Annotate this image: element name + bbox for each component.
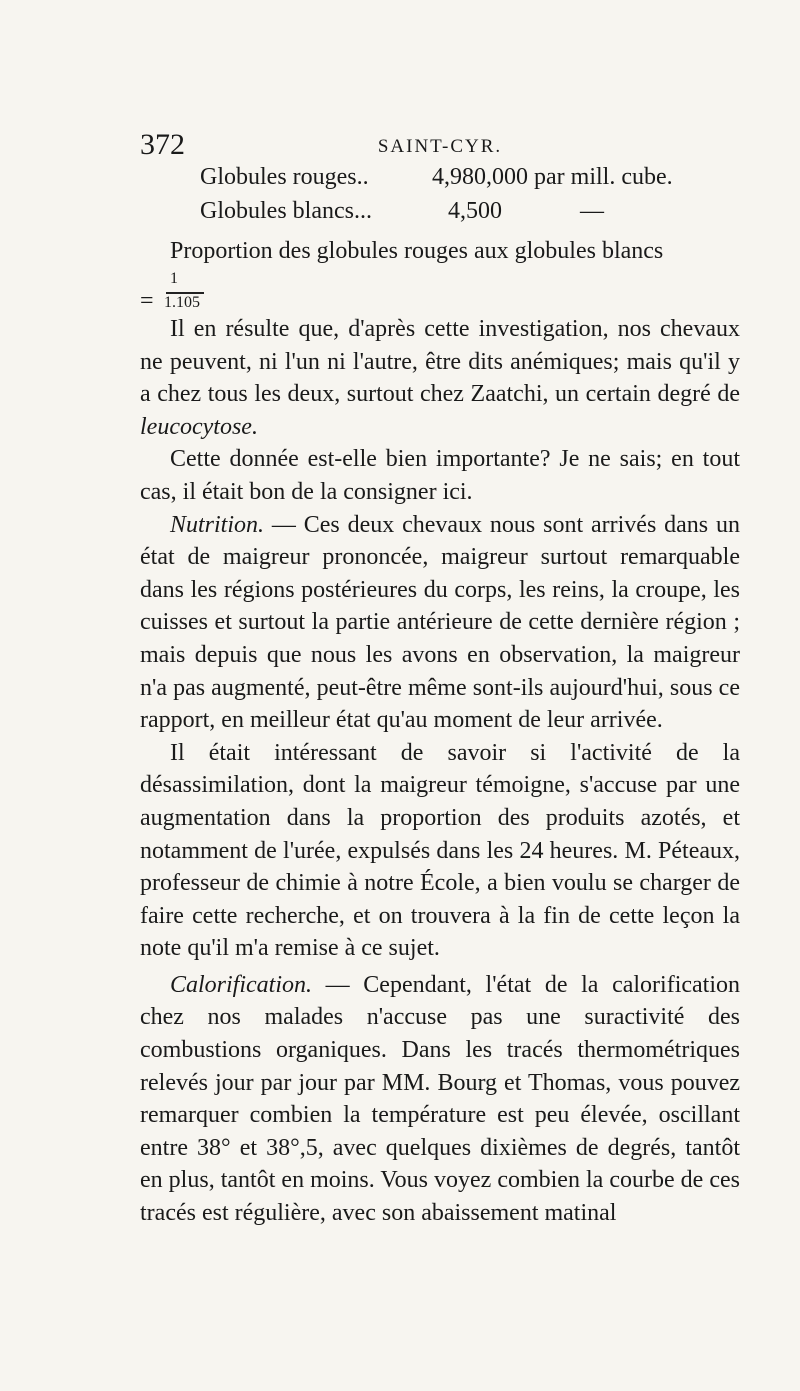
paragraph-5-text: — Cependant, l'état de la calorification chez nos malades n'accuse pas une suractivité des combustions organiques. Dans les tracés thermométriques relevés jour par jour par MM. Bourg et Thomas, vous pouvez remarquer combien la température est peu élevée, oscillant entre 38° et 38°,5, avec quelques dixièmes de degrés, tantôt en plus, tantôt en moins. Vous voyez combien la courbe de ces tracés est régulière, avec son abaissement matinal bbox=[140, 971, 741, 1227]
white-globules-label: Globules blancs... bbox=[200, 198, 372, 224]
paragraph-3-text: — Ces deux chevaux nous sont arrivés dans un état de maigreur prononcée, maigreur surtout remarquable dans les régions postérieures du corps, les reins, la croupe, les cuisses et surtout la partie antérieure de cette dernière région ; mais depuis que nous les avons en observation, la maigreur n'a pas augmenté, peut-être même sont-ils aujourd'hui, sous ce rapport, en meilleur état qu'au moment de leur arrivée. bbox=[140, 511, 740, 734]
page-header bbox=[140, 128, 740, 164]
paragraph-5 bbox=[140, 969, 740, 1230]
equals-sign: = bbox=[140, 288, 154, 314]
red-globules-value: 4,980,000 par mill. cube. bbox=[432, 164, 673, 190]
calorification-heading: Calorification. bbox=[170, 971, 313, 998]
red-globules-label: Globules rouges.. bbox=[200, 164, 369, 190]
fraction-denominator: 1.105 bbox=[164, 294, 200, 311]
nutrition-heading: Nutrition. bbox=[170, 511, 265, 538]
paragraph-1-text: Il en résulte que, d'après cette investigation, nos chevaux ne peuvent, ni l'un ni l'autre, être dits anémiques; mais qu'il y a chez tous les deux, surtout chez Zaatchi, un certain degré de bbox=[140, 316, 740, 408]
leucocytose-term: leucocytose. bbox=[140, 413, 258, 440]
running-head: SAINT-CYR. bbox=[377, 136, 503, 157]
body-text bbox=[140, 313, 740, 1230]
proportion-line bbox=[140, 235, 740, 268]
paragraph-3 bbox=[140, 509, 740, 737]
page-number: 372 bbox=[140, 128, 185, 161]
white-globules-ditto: — bbox=[580, 198, 604, 224]
paragraph-2: Cette donnée est-elle bien importante? Je ne sais; en tout cas, il était bon de la consigner ici. bbox=[140, 446, 740, 505]
proportion-text: Proportion des globules rouges aux globules blancs bbox=[170, 238, 664, 264]
paragraph-4: Il était intéressant de savoir si l'activité de la désassimilation, dont la maigreur témoigne, s'accuse par une augmentation dans la proportion des produits azotés, et notamment de l'urée, expulsés dans les 24 heures. M. Péteaux, professeur de chimie à notre École, a bien voulu se charger de faire cette recherche, et on trouvera à la fin de cette leçon la note qu'il m'a remise à ce sujet. bbox=[140, 739, 740, 962]
paragraph-1 bbox=[140, 313, 740, 443]
fraction-numerator: 1 bbox=[170, 270, 178, 287]
white-globules-value: 4,500 bbox=[448, 198, 502, 224]
